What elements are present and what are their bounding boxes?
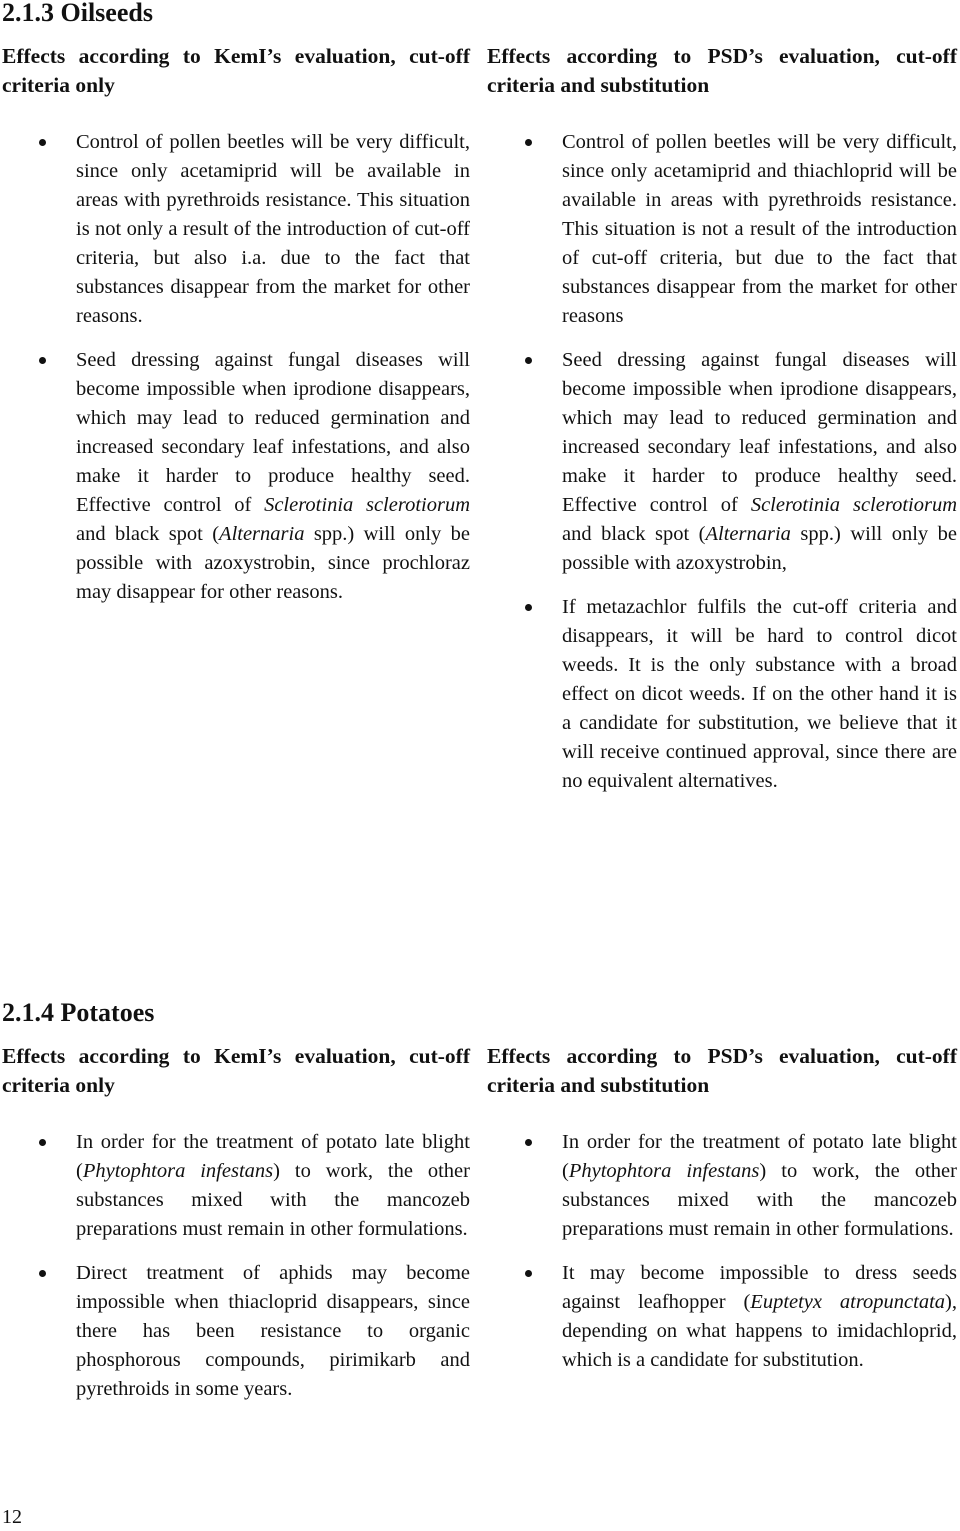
- italic-term: Alternaria: [219, 523, 305, 545]
- bullet-text: Seed dressing against fungal diseases will become impossible when iprodione disappears, which may lead to reduced germination and increased secondary leaf infestations, and also make it harder to produce healthy seed. Effective control of: [76, 349, 470, 516]
- bullet-list: [487, 1128, 957, 1375]
- bullet-item: [2, 346, 470, 607]
- italic-term: Sclerotinia sclerotiorum: [264, 494, 470, 516]
- section-title: 2.1.4 Potatoes: [2, 998, 155, 1027]
- bullet-list: [487, 128, 957, 796]
- bullet-item: [2, 1128, 470, 1244]
- bullet-text: and black spot (: [562, 523, 706, 545]
- bullet-icon: [525, 1270, 532, 1277]
- bullet-list: [2, 1128, 470, 1404]
- bullet-icon: [39, 139, 46, 146]
- psd-column: [487, 42, 957, 811]
- bullet-icon: [39, 1270, 46, 1277]
- kemi-column: [2, 42, 470, 622]
- bullet-text: Direct treatment of aphids may become impossible when thiacloprid disappears, since there has been resistance to organic phosphorous compounds, pirimikarb and pyrethroids in some years.: [76, 1262, 470, 1400]
- bullet-text: and black spot (: [76, 523, 220, 545]
- italic-term: Sclerotinia sclerotiorum: [750, 494, 957, 516]
- kemi-column: [2, 1042, 470, 1419]
- psd-column: [487, 1042, 957, 1390]
- bullet-text: ), depending on what happens to imidachloprid, which is a candidate for substitution.: [562, 1291, 957, 1371]
- bullet-text: Control of pollen beetles will be very difficult, since only acetamiprid and thiachloprid will be available in areas with pyrethroids resistance. This situation is not a result of the introduction of cut-off criteria, but due to the fact that substances disappear from the market for other reasons: [562, 131, 957, 327]
- page-number: 12: [2, 1506, 22, 1528]
- bullet-text: If metazachlor fulfils the cut-off criteria and disappears, it will be hard to control dicot weeds. It is the only substance with a broad effect on dicot weeds. If on the other hand it is a candidate for substitution, we believe that it will receive continued approval, since there are no equivalent alternatives.: [562, 596, 957, 792]
- bullet-item: [487, 346, 957, 578]
- bullet-item: [2, 128, 470, 331]
- bullet-item: [487, 1259, 957, 1375]
- bullet-item: [487, 128, 957, 331]
- bullet-text: spp.) will only be possible with azoxystrobin, since prochloraz may disappear for other reasons.: [76, 523, 470, 603]
- italic-term: Phytophtora infestans: [82, 1160, 274, 1182]
- bullet-icon: [525, 357, 532, 364]
- bullet-icon: [525, 139, 532, 146]
- column-heading: Effects according to PSD’s evaluation, cut-off criteria and substitution: [487, 44, 957, 97]
- bullet-icon: [39, 1139, 46, 1146]
- italic-term: Alternaria: [705, 523, 791, 545]
- bullet-text: spp.) will only be possible with azoxystrobin,: [562, 523, 957, 574]
- bullet-list: [2, 128, 470, 607]
- bullet-text: In order for the treatment of potato late blight (: [562, 1131, 957, 1182]
- bullet-icon: [525, 604, 532, 611]
- bullet-text: It may become impossible to dress seeds against leafhopper (: [562, 1262, 957, 1313]
- bullet-text: ) to work, the other substances mixed with the mancozeb preparations must remain in other formulations.: [76, 1160, 470, 1240]
- bullet-icon: [39, 357, 46, 364]
- bullet-text: In order for the treatment of potato late blight (: [76, 1131, 470, 1182]
- column-heading: Effects according to KemI’s evaluation, cut-off criteria only: [2, 44, 470, 97]
- column-heading: Effects according to KemI’s evaluation, cut-off criteria only: [2, 1044, 470, 1097]
- bullet-icon: [525, 1139, 532, 1146]
- bullet-text: Control of pollen beetles will be very difficult, since only acetamiprid will be available in areas with pyrethroids resistance. This situation is not only a result of the introduction of cut-off criteria, but also i.a. due to the fact that substances disappear from the market for other reasons.: [76, 131, 470, 327]
- italic-term: Phytophtora infestans: [568, 1160, 760, 1182]
- bullet-item: [487, 593, 957, 796]
- bullet-item: [487, 1128, 957, 1244]
- section-title: 2.1.3 Oilseeds: [2, 0, 153, 27]
- italic-term: Euptetyx atropunctata: [750, 1291, 946, 1313]
- column-heading: Effects according to PSD’s evaluation, cut-off criteria and substitution: [487, 1044, 957, 1097]
- bullet-item: [2, 1259, 470, 1404]
- bullet-text: ) to work, the other substances mixed with the mancozeb preparations must remain in other formulations.: [562, 1160, 957, 1240]
- bullet-text: Seed dressing against fungal diseases will become impossible when iprodione disappears, which may lead to reduced germination and increased secondary leaf infestations, and also make it harder to produce healthy seed. Effective control of: [562, 349, 957, 516]
